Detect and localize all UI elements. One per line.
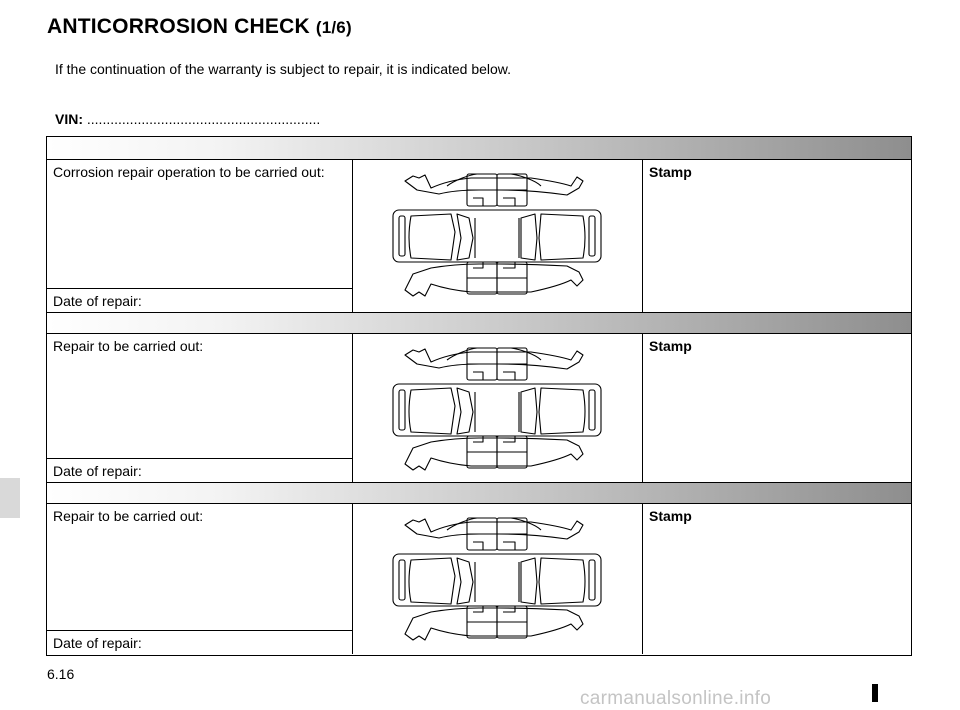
date-label: Date of repair: <box>53 635 142 651</box>
operation-label: Repair to be carried out: <box>53 508 204 524</box>
stamp-label: Stamp <box>649 164 692 180</box>
title-part: (1/6) <box>315 18 352 37</box>
page-title <box>47 14 352 41</box>
stamp-cell <box>643 334 911 482</box>
page-marker <box>872 684 878 702</box>
section-header-band <box>47 137 911 160</box>
diagram-cell <box>353 334 643 482</box>
repair-row <box>47 504 911 654</box>
repair-row <box>47 160 911 312</box>
operation-label: Corrosion repair operation to be carried out: <box>53 164 325 180</box>
operation-cell <box>47 504 353 654</box>
watermark: carmanualsonline.info <box>580 688 772 709</box>
section-tab <box>0 478 20 518</box>
vin-line <box>55 110 320 128</box>
date-label: Date of repair: <box>53 293 142 309</box>
vin-label: VIN: <box>55 111 83 127</box>
diagram-cell <box>353 504 643 654</box>
date-field[interactable] <box>47 288 352 312</box>
operation-cell <box>47 160 353 312</box>
date-field[interactable] <box>47 630 352 654</box>
vin-dots: ............................................................ <box>86 111 321 127</box>
operation-label: Repair to be carried out: <box>53 338 204 354</box>
repair-table <box>46 136 912 656</box>
date-field[interactable] <box>47 458 352 482</box>
section-header-band <box>47 312 911 334</box>
diagram-cell <box>353 160 643 312</box>
car-damage-diagram[interactable] <box>391 342 603 476</box>
stamp-label: Stamp <box>649 508 692 524</box>
stamp-label: Stamp <box>649 338 692 354</box>
page-number: 6.16 <box>47 666 75 682</box>
car-damage-diagram[interactable] <box>391 168 603 302</box>
repair-row <box>47 334 911 482</box>
stamp-cell <box>643 504 911 654</box>
title-text: ANTICORROSION CHECK <box>47 15 310 38</box>
car-damage-diagram[interactable] <box>391 512 603 646</box>
intro-text: If the continuation of the warranty is subject to repair, it is indicated below. <box>55 61 512 77</box>
operation-cell <box>47 334 353 482</box>
stamp-cell <box>643 160 911 312</box>
section-header-band <box>47 482 911 504</box>
date-label: Date of repair: <box>53 463 142 479</box>
